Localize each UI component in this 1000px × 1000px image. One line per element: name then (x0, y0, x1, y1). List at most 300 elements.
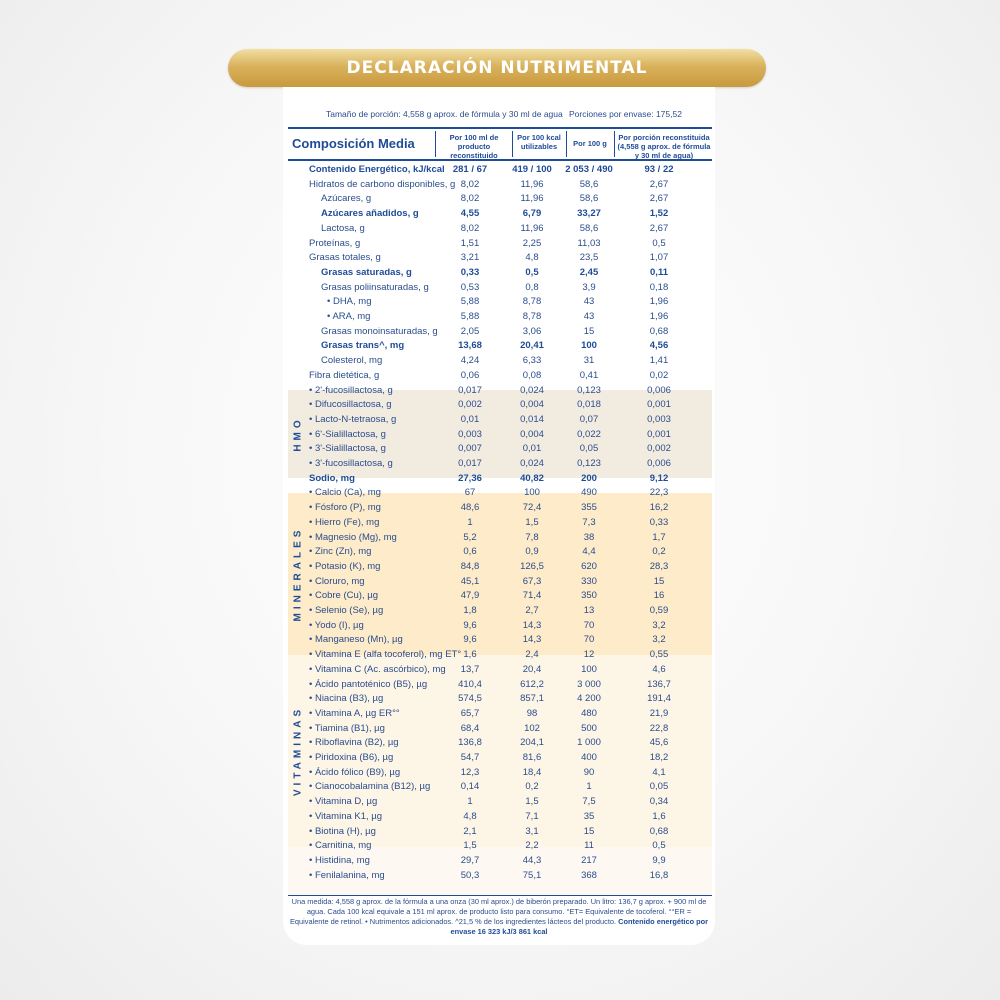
nutrient-name: • Manganeso (Mn), µg (309, 634, 403, 646)
nutrient-value: 18,4 (522, 766, 542, 778)
nutrient-value: 4,4 (582, 546, 596, 558)
nutrient-value: 0,07 (579, 413, 599, 425)
nutrient-value: 16 (653, 590, 665, 602)
nutrient-name: • ARA, mg (327, 311, 371, 322)
nutrient-value: 0,55 (649, 649, 669, 661)
nutrient-value: 50,3 (460, 869, 480, 881)
nutrient-value: 410,4 (458, 678, 482, 690)
nutrient-value: 13,7 (460, 663, 480, 675)
nutrient-value: 191,4 (647, 693, 671, 705)
nutrient-value: 0,08 (522, 369, 542, 381)
table-row (283, 648, 715, 663)
nutrient-value: 2,67 (649, 193, 669, 205)
nutrient-value: 136,8 (458, 737, 482, 749)
nutrient-value: 0,68 (649, 825, 669, 837)
table-row (283, 736, 715, 751)
nutrient-value: 70 (583, 634, 595, 646)
nutrient-name: • 6'-Sialillactosa, g (309, 428, 386, 440)
nutrient-value: 67 (464, 487, 476, 499)
nutrient-value: 0,002 (647, 443, 671, 455)
nutrient-value: 16,8 (649, 869, 669, 881)
nutrient-value: 20,41 (520, 340, 544, 352)
nutrient-value: 100 (524, 487, 540, 499)
nutrient-value: 1,96 (649, 311, 669, 322)
nutrient-name: Contenido Energético, kJ/kcal (309, 164, 445, 175)
nutrient-value: 9,6 (463, 619, 477, 631)
table-row (283, 398, 715, 413)
nutrient-name: • Riboflavina (B2), µg (309, 737, 399, 749)
nutrient-value: 0,024 (520, 384, 544, 396)
nutrient-value: 4,6 (652, 663, 666, 675)
footer-divider (288, 895, 712, 896)
nutrient-value: 11,96 (520, 193, 544, 205)
nutrient-value: 1,5 (525, 796, 539, 808)
nutrient-value: 1,5 (525, 516, 539, 528)
table-row (283, 663, 715, 678)
nutrient-value: 0,05 (579, 443, 599, 455)
minerales-band-label: MINERALES (292, 526, 304, 622)
table-row (283, 531, 715, 546)
table-row (283, 325, 715, 340)
table-row (283, 839, 715, 854)
nutrient-value: 217 (581, 854, 597, 866)
nutrient-name: • 3'-fucosillactosa, g (309, 458, 393, 469)
nutrient-value: 2,05 (460, 325, 480, 337)
nutrient-value: 0,9 (525, 546, 539, 558)
table-row (283, 413, 715, 428)
table-row (283, 354, 715, 369)
nutrient-value: 0,53 (460, 281, 480, 293)
table-row (283, 604, 715, 619)
nutrient-value: 5,88 (460, 311, 480, 322)
nutrient-value: 0,18 (649, 281, 669, 293)
nutrient-value: 4,55 (460, 208, 480, 220)
nutrient-value: 0,001 (647, 399, 671, 411)
nutrient-value: 75,1 (522, 869, 542, 881)
table-row (283, 560, 715, 575)
nutrient-value: 11,96 (520, 222, 544, 234)
nutrient-name: • Calcio (Ca), mg (309, 487, 381, 499)
nutrient-value: 70 (583, 619, 595, 631)
table-row (283, 869, 715, 884)
nutrient-value: 48,6 (460, 502, 480, 514)
nutrient-value: 1 000 (577, 737, 601, 749)
table-row (283, 369, 715, 384)
nutrient-value: 7,8 (525, 531, 539, 543)
nutrient-name: • Vitamina C (Ac. ascórbico), mg (309, 663, 446, 675)
nutrient-value: 98 (526, 707, 538, 719)
nutrient-value: 2,45 (579, 266, 599, 278)
nutrient-name: • Vitamina D, µg (309, 796, 378, 808)
nutrient-value: 419 / 100 (512, 164, 552, 175)
nutrient-value: 33,27 (577, 208, 601, 220)
nutrient-value: 0,05 (649, 781, 669, 793)
table-row (283, 457, 715, 472)
nutrient-value: 1,52 (649, 208, 669, 220)
nutrition-panel (283, 87, 715, 945)
nutrient-name: • Biotina (H), µg (309, 825, 376, 837)
nutrient-value: 1,8 (463, 605, 477, 616)
nutrient-value: 7,1 (525, 810, 539, 822)
nutrient-value: 574,5 (458, 693, 482, 705)
nutrient-value: 0,8 (525, 281, 539, 293)
table-row (283, 751, 715, 766)
nutrient-value: 0,123 (577, 384, 601, 396)
nutrient-value: 3,21 (460, 252, 480, 264)
nutrient-value: 11,96 (520, 178, 544, 190)
nutrient-value: 8,02 (460, 222, 480, 234)
nutrient-value: 13,68 (458, 340, 482, 352)
nutrient-value: 0,003 (647, 413, 671, 425)
table-row (283, 207, 715, 222)
nutrient-value: 3,2 (652, 634, 666, 646)
nutrient-name: • Cobre (Cu), µg (309, 590, 378, 602)
column-header-100kcal: Por 100 kcal utilizables (517, 133, 561, 151)
table-row (283, 678, 715, 693)
nutrient-value: 3,2 (652, 619, 666, 631)
nutrient-value: 90 (583, 766, 595, 778)
nutrient-value: 22,3 (649, 487, 669, 499)
nutrient-name: • Selenio (Se), µg (309, 605, 384, 616)
nutrient-value: 0,014 (520, 413, 544, 425)
nutrient-value: 67,3 (522, 575, 542, 587)
nutrient-name: • Cianocobalamina (B12), µg (309, 781, 431, 793)
nutrient-value: 0,004 (520, 428, 544, 440)
nutrient-value: 1 (467, 516, 473, 528)
nutrient-value: 3,06 (522, 325, 542, 337)
footnote-energy: Contenido energético por envase 16 323 kJ/3 861 kcal (450, 917, 709, 936)
nutrient-value: 2,2 (525, 840, 539, 852)
table-row (283, 619, 715, 634)
nutrient-name: • Ácido pantoténico (B5), µg (309, 678, 428, 690)
nutrient-value: 0,024 (520, 458, 544, 469)
nutrient-value: 0,68 (649, 325, 669, 337)
nutrient-value: 4,56 (649, 340, 669, 352)
nutrient-name: • DHA, mg (327, 296, 372, 308)
table-row (283, 692, 715, 707)
table-row (283, 339, 715, 354)
nutrient-value: 204,1 (520, 737, 544, 749)
nutrient-value: 1,41 (649, 355, 669, 367)
table-row (283, 575, 715, 590)
table-row (283, 780, 715, 795)
nutrient-name: • Yodo (I), µg (309, 619, 364, 631)
table-row (283, 472, 715, 487)
nutrient-name: • Potasio (K), mg (309, 560, 381, 572)
nutrient-value: 1,5 (463, 840, 477, 852)
nutrient-value: 1,96 (649, 296, 669, 308)
nutrient-value: 100 (581, 663, 597, 675)
nutrient-value: 0,6 (463, 546, 477, 558)
nutrient-value: 2,25 (522, 237, 542, 249)
nutrient-name: • Cloruro, mg (309, 575, 365, 587)
nutrient-value: 3 000 (577, 678, 601, 690)
footnote-text: Una medida: 4,558 g aprox. de la fórmula a una onza (30 ml aprox.) de biberón preparado. Un litro: 136,7 g aprox. + 900 ml de agua. Cada 100 kcal equivale a 151 ml aprox. de producto listo para consumo. °ET= Equivalente de tocoferol. °°ER = Equivalente de retinol. • Nutrimentos adicionados. ^21,5 % de los ingredientes lácteos del producto. (289, 897, 707, 926)
nutrient-value: 20,4 (522, 663, 542, 675)
nutrient-value: 8,78 (522, 296, 542, 308)
nutrient-value: 1 (467, 796, 473, 808)
header-divider (614, 131, 615, 157)
nutrient-value: 0,017 (458, 384, 482, 396)
nutrient-value: 0,01 (460, 413, 480, 425)
nutrient-value: 40,82 (520, 472, 544, 484)
nutrient-name: • 2'-fucosillactosa, g (309, 384, 393, 396)
nutrient-value: 8,02 (460, 178, 480, 190)
table-row (283, 707, 715, 722)
column-header-100g: Por 100 g (573, 139, 607, 148)
nutrient-value: 72,4 (522, 502, 542, 514)
nutrient-value: 500 (581, 722, 597, 734)
nutrient-value: 27,36 (458, 472, 482, 484)
table-row (283, 310, 715, 325)
table-row (283, 722, 715, 737)
nutrient-value: 2,7 (525, 605, 539, 616)
serving-size: Tamaño de porción: 4,558 g aprox. de fórmula y 30 ml de agua (326, 109, 563, 119)
nutrient-value: 35 (583, 810, 595, 822)
nutrient-value: 0,5 (652, 237, 666, 249)
nutrient-value: 480 (581, 707, 597, 719)
nutrient-value: 84,8 (460, 560, 480, 572)
nutrient-name: • Vitamina K1, µg (309, 810, 383, 822)
table-row (283, 442, 715, 457)
nutrient-name: • Histidina, mg (309, 854, 370, 866)
nutrient-name: • Lacto-N-tetraosa, g (309, 413, 397, 425)
table-row (283, 795, 715, 810)
nutrient-value: 200 (581, 472, 597, 484)
nutrient-name: Grasas totales, g (309, 252, 381, 264)
nutrient-value: 4,24 (460, 355, 480, 367)
nutrient-value: 2,67 (649, 222, 669, 234)
nutrient-value: 71,4 (522, 590, 542, 602)
nutrient-value: 5,2 (463, 531, 477, 543)
nutrient-value: 620 (581, 560, 597, 572)
nutrient-value: 0,022 (577, 428, 601, 440)
table-row (283, 545, 715, 560)
nutrient-value: 102 (524, 722, 540, 734)
header-divider (512, 131, 513, 157)
nutrient-value: 58,6 (579, 193, 599, 205)
nutrient-name: Azúcares, g (321, 193, 372, 205)
nutrient-value: 0,06 (460, 369, 480, 381)
nutrient-value: 38 (583, 531, 595, 543)
nutrient-value: 490 (581, 487, 597, 499)
nutrient-name: • Vitamina E (alfa tocoferol), mg ET° (309, 649, 462, 661)
table-row (283, 295, 715, 310)
nutrient-value: 350 (581, 590, 597, 602)
table-row (283, 266, 715, 281)
nutrient-value: 11 (584, 840, 594, 852)
nutrient-value: 12,3 (460, 766, 480, 778)
nutrient-value: 13 (583, 605, 595, 616)
nutrient-value: 126,5 (520, 560, 544, 572)
nutrient-value: 9,6 (463, 634, 477, 646)
nutrient-value: 29,7 (460, 854, 480, 866)
nutrient-name: Azúcares añadidos, g (321, 208, 419, 220)
nutrient-value: 0,11 (650, 266, 668, 278)
nutrient-value: 5,88 (460, 296, 480, 308)
table-row (283, 854, 715, 869)
table-row (283, 178, 715, 193)
nutrient-value: 45,6 (649, 737, 669, 749)
nutrient-value: 3,9 (582, 281, 596, 293)
nutrient-name: Fibra dietética, g (309, 369, 380, 381)
table-row (283, 222, 715, 237)
table-row (283, 810, 715, 825)
nutrient-value: 0,001 (647, 428, 671, 440)
table-row (283, 766, 715, 781)
footnote (289, 897, 709, 937)
nutrient-value: 58,6 (579, 222, 599, 234)
nutrient-name: • Niacina (B3), µg (309, 693, 384, 705)
nutrient-name: Hidratos de carbono disponibles, g (309, 178, 456, 190)
nutrient-value: 14,3 (522, 634, 542, 646)
nutrient-value: 0,01 (522, 443, 542, 455)
nutrient-value: 6,33 (522, 355, 542, 367)
nutrient-value: 1,7 (652, 531, 666, 543)
nutrient-value: 2,1 (463, 825, 477, 837)
nutrient-value: 0,2 (652, 546, 666, 558)
nutrient-value: 43 (583, 296, 595, 308)
nutrient-value: 0,002 (458, 399, 482, 411)
nutrient-value: 8,78 (522, 311, 542, 322)
nutrient-name: Sodio, mg (309, 472, 355, 484)
header-divider (566, 131, 567, 157)
nutrient-name: • Vitamina A, µg ER°° (309, 707, 400, 719)
nutrient-value: 0,004 (520, 399, 544, 411)
table-row (283, 516, 715, 531)
nutrient-name: Lactosa, g (321, 222, 365, 234)
nutrient-value: 45,1 (460, 575, 480, 587)
nutrient-value: 2 053 / 490 (565, 164, 613, 175)
nutrient-value: 0,33 (460, 266, 480, 278)
nutrient-value: 43 (583, 311, 595, 322)
table-row (283, 251, 715, 266)
table-title: Composición Media (292, 136, 415, 151)
nutrient-value: 0,41 (579, 369, 599, 381)
nutrient-value: 368 (581, 869, 597, 881)
nutrient-name: Colesterol, mg (321, 355, 383, 367)
nutrient-value: 0,007 (458, 443, 482, 455)
nutrient-value: 0,2 (525, 781, 539, 793)
nutrient-value: 58,6 (579, 178, 599, 190)
nutrient-value: 4,8 (463, 810, 477, 822)
nutrient-value: 15 (583, 325, 595, 337)
nutrient-name: • Tiamina (B1), µg (309, 722, 385, 734)
column-header-portion: Por porción reconstituida (4,558 g aprox. de fórmula y 30 ml de agua) (617, 133, 711, 160)
nutrient-value: 0,006 (647, 458, 671, 469)
nutrient-name: Grasas monoinsaturadas, g (321, 325, 438, 337)
nutrient-value: 330 (581, 575, 597, 587)
hmo-band-label: HMO (292, 416, 304, 452)
nutrient-value: 93 / 22 (644, 164, 674, 175)
nutrient-name: • Difucosillactosa, g (309, 399, 392, 411)
table-row (283, 825, 715, 840)
nutrient-value: 0,017 (458, 458, 482, 469)
nutrient-value: 2,67 (649, 178, 669, 190)
nutrient-name: • Piridoxina (B6), µg (309, 752, 394, 763)
nutrient-name: • Hierro (Fe), mg (309, 516, 380, 528)
nutrient-value: 0,123 (577, 458, 601, 469)
nutrient-name: Grasas poliinsaturadas, g (321, 281, 429, 293)
nutrient-value: 7,3 (582, 516, 596, 528)
nutrient-value: 400 (581, 752, 597, 763)
nutrient-value: 14,3 (522, 619, 542, 631)
nutrient-value: 1,6 (652, 810, 666, 822)
nutrient-value: 4,1 (652, 766, 666, 778)
nutrient-name: Grasas saturadas, g (321, 266, 412, 278)
nutrient-value: 0,003 (458, 428, 482, 440)
table-row (283, 633, 715, 648)
table-row (283, 281, 715, 296)
nutrient-value: 23,5 (579, 252, 599, 264)
nutrient-value: 44,3 (522, 854, 542, 866)
nutrient-value: 1,6 (463, 649, 477, 661)
nutrient-value: 355 (581, 502, 597, 514)
nutrient-name: Proteínas, g (309, 237, 361, 249)
table-row (283, 486, 715, 501)
nutrient-value: 1,51 (460, 237, 480, 249)
nutrient-value: 857,1 (520, 693, 544, 705)
nutrient-name: • Fósforo (P), mg (309, 502, 381, 514)
nutrient-name: Grasas trans^, mg (321, 340, 405, 352)
nutrient-name: • Ácido fólico (B9), µg (309, 766, 401, 778)
nutrient-value: 15 (583, 825, 595, 837)
nutrient-value: 3,1 (525, 825, 539, 837)
nutrient-value: 9,12 (649, 472, 669, 484)
table-header (288, 127, 712, 161)
title-banner: DECLARACIÓN NUTRIMENTAL (228, 49, 766, 87)
nutrient-value: 16,2 (649, 502, 669, 514)
column-header-100ml: Por 100 ml de producto reconstituido (449, 133, 499, 160)
nutrient-value: 8,02 (460, 193, 480, 205)
nutrient-value: 0,14 (460, 781, 480, 793)
vitaminas-band-label: VITAMINAS (292, 705, 304, 797)
nutrient-value: 21,9 (649, 707, 669, 719)
nutrient-value: 28,3 (649, 560, 669, 572)
nutrient-name: • Zinc (Zn), mg (309, 546, 372, 558)
nutrient-name: • Magnesio (Mg), mg (309, 531, 397, 543)
nutrient-value: 0,006 (647, 384, 671, 396)
nutrient-value: 11,03 (577, 237, 601, 249)
nutrient-value: 0,33 (649, 516, 669, 528)
nutrient-value: 0,5 (525, 266, 539, 278)
nutrient-value: 12 (583, 649, 595, 661)
nutrient-value: 15 (653, 575, 665, 587)
nutrient-value: 0,02 (649, 369, 669, 381)
nutrient-value: 0,34 (649, 796, 669, 808)
nutrient-value: 281 / 67 (452, 164, 488, 175)
table-row (283, 501, 715, 516)
nutrient-value: 4 200 (577, 693, 601, 705)
nutrient-value: 31 (583, 355, 595, 367)
nutrient-value: 81,6 (522, 752, 542, 763)
nutrient-value: 22,8 (649, 722, 669, 734)
nutrient-value: 0,59 (649, 605, 669, 616)
table-row (283, 589, 715, 604)
portions-per-container: Porciones por envase: 175,52 (569, 109, 682, 119)
nutrient-name: • Carnitina, mg (309, 840, 372, 852)
table-row (283, 384, 715, 399)
nutrient-value: 100 (581, 340, 597, 352)
nutrient-value: 9,9 (652, 854, 666, 866)
table-row (283, 428, 715, 443)
nutrient-value: 68,4 (460, 722, 480, 734)
nutrient-value: 65,7 (460, 707, 480, 719)
nutrient-name: • Fenilalanina, mg (309, 869, 385, 881)
nutrient-value: 1 (586, 781, 592, 793)
nutrient-name: • 3'-Sialillactosa, g (309, 443, 386, 455)
nutrient-value: 0,018 (577, 399, 601, 411)
